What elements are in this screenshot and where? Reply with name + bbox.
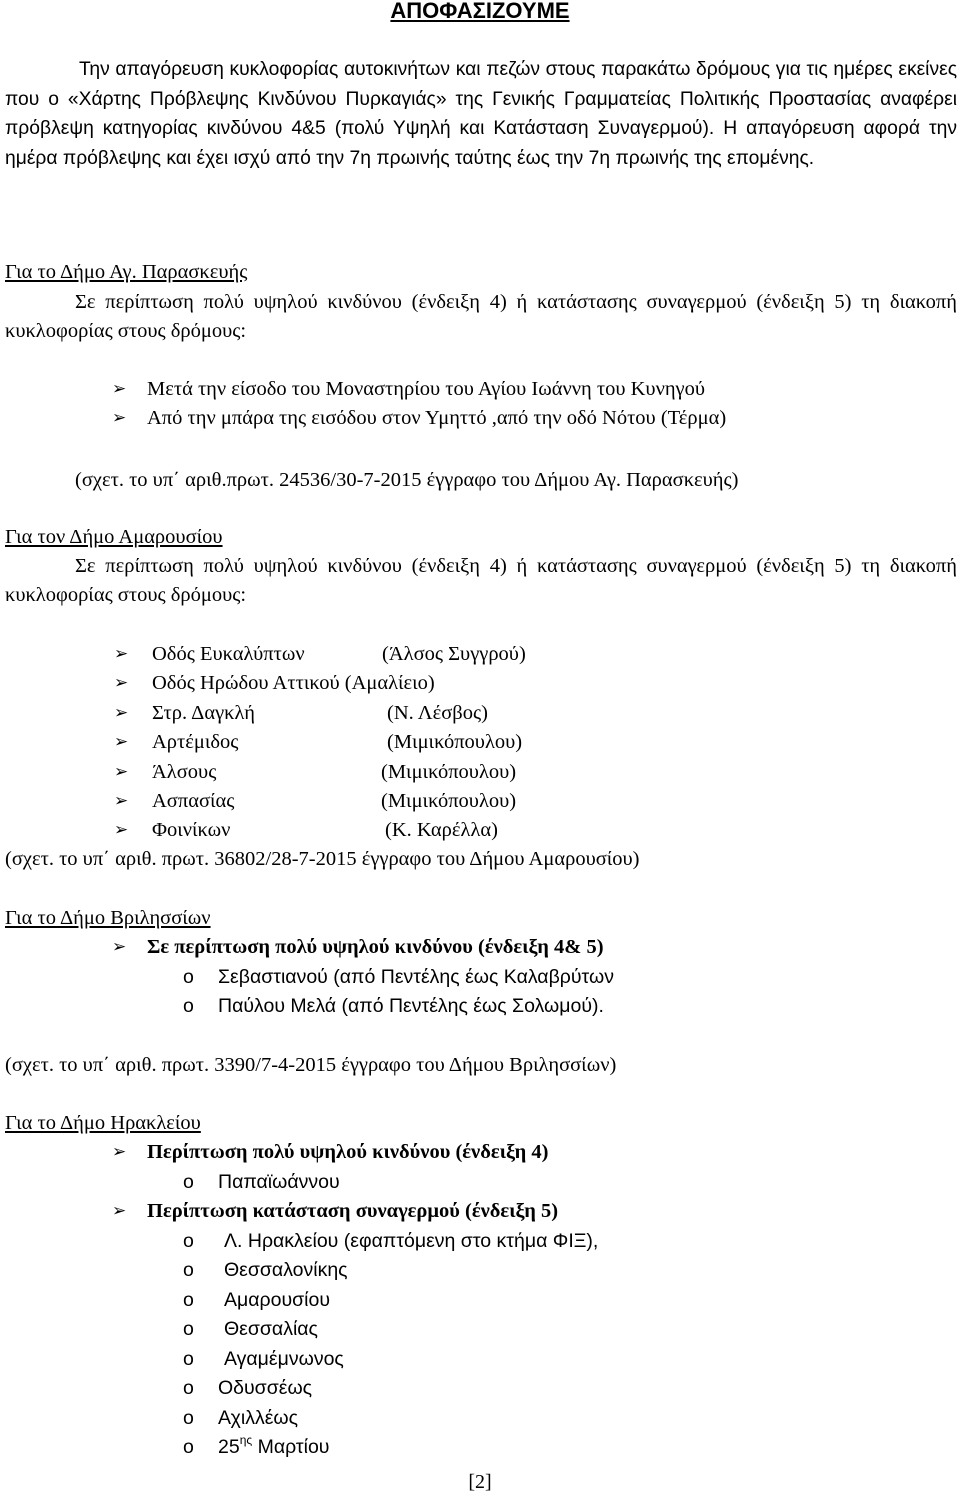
- list-item: [0, 1433, 960, 1462]
- list-item: [0, 699, 960, 728]
- section-title-vrilissia: Για το Δήμο Βριλησσίων: [5, 907, 211, 929]
- list-item-text: Αμαρουσίου: [224, 1289, 330, 1311]
- street-name: Άλσους: [152, 761, 217, 783]
- list-item: [0, 933, 960, 962]
- list-item: [0, 1197, 960, 1226]
- circle-bullet-icon: o: [183, 966, 194, 988]
- circle-bullet-icon: o: [183, 1407, 194, 1429]
- list-item-text: Θεσσαλονίκης: [224, 1259, 348, 1281]
- list-item-text: Οδυσσέως: [218, 1377, 313, 1399]
- list-item: [0, 1138, 960, 1167]
- arrow-bullet-icon: ➢: [114, 820, 129, 840]
- list-item-text: Παύλου Μελά (από Πεντέλης έως Σολωμού).: [218, 995, 604, 1017]
- section-title-irakleio: Για το Δήμο Ηρακλείου: [5, 1112, 201, 1134]
- list-item: [0, 728, 960, 757]
- month-name: Μαρτίου: [257, 1436, 330, 1458]
- list-item: [0, 1227, 960, 1256]
- page-heading: ΑΠΟΦΑΣΙΖΟΥΜΕ: [390, 0, 570, 23]
- section-title-amarousio: Για τον Δήμο Αμαρουσίου: [5, 526, 223, 548]
- arrow-bullet-icon: ➢: [114, 762, 129, 782]
- street-area: (Μιμικόπουλου): [387, 731, 523, 753]
- amarousio-text: Σε περίπτωση πολύ υψηλού κινδύνου (ένδειξη 4) ή κατάστασης συναγερμού (ένδειξη 5) τη διακοπή κυκλοφορίας στους δρόμους:: [5, 555, 957, 606]
- street-name: Αρτέμιδος: [152, 731, 239, 753]
- arrow-bullet-icon: ➢: [114, 673, 129, 693]
- street-name: Φοινίκων: [152, 819, 231, 841]
- list-item: [0, 787, 960, 816]
- arrow-bullet-icon: ➢: [114, 791, 129, 811]
- street-area: (Κ. Καρέλλα): [385, 819, 498, 841]
- list-item-text: [218, 1433, 329, 1464]
- arrow-bullet-icon: ➢: [112, 408, 127, 428]
- date-number: 25: [218, 1436, 240, 1458]
- street-area: (Ν. Λέσβος): [387, 702, 488, 724]
- street-name: Ασπασίας: [152, 790, 235, 812]
- arrow-bullet-icon: ➢: [114, 703, 129, 723]
- circle-bullet-icon: o: [183, 1259, 194, 1281]
- case-label: Περίπτωση κατάσταση συναγερμού (ένδειξη 5): [147, 1200, 559, 1222]
- list-item-text: Μετά την είσοδο του Μοναστηρίου του Αγίου Ιωάννη του Κυνηγού: [147, 378, 706, 400]
- list-item: [0, 1256, 960, 1285]
- list-item: [0, 816, 960, 845]
- circle-bullet-icon: o: [183, 1436, 194, 1458]
- list-item-text: Αγαμέμνωνος: [224, 1348, 344, 1370]
- page-number: [2]: [468, 1471, 492, 1493]
- circle-bullet-icon: o: [183, 1377, 194, 1399]
- agia-paraskevi-text: Σε περίπτωση πολύ υψηλού κινδύνου (ένδειξη 4) ή κατάστασης συναγερμού (ένδειξη 5) τη διακοπή κυκλοφορίας στους δρόμους:: [5, 291, 957, 342]
- list-item: [0, 992, 960, 1021]
- agia-paraskevi-reference: (σχετ. το υπ΄ αριθ.πρωτ. 24536/30-7-2015 έγγραφο του Δήμου Αγ. Παρασκευής): [75, 469, 739, 491]
- arrow-bullet-icon: ➢: [112, 379, 127, 399]
- list-item: [0, 1286, 960, 1315]
- street-name: Οδός Ευκαλύπτων: [152, 643, 305, 665]
- street-area: (Μιμικόπουλου): [381, 761, 517, 783]
- list-item-text: Αχιλλέως: [218, 1407, 299, 1429]
- list-item: [0, 640, 960, 669]
- arrow-bullet-icon: ➢: [114, 732, 129, 752]
- list-item: [0, 963, 960, 992]
- circle-bullet-icon: o: [183, 1171, 194, 1193]
- list-item-text: Θεσσαλίας: [224, 1318, 318, 1340]
- street-area: (Άλσος Συγγρού): [382, 643, 526, 665]
- list-item: [0, 1168, 960, 1197]
- arrow-bullet-icon: ➢: [112, 937, 127, 957]
- circle-bullet-icon: o: [183, 1318, 194, 1340]
- case-label: Σε περίπτωση πολύ υψηλού κινδύνου (ένδειξη 4& 5): [147, 936, 604, 958]
- circle-bullet-icon: o: [183, 1289, 194, 1311]
- list-item: [0, 1345, 960, 1374]
- amarousio-reference: (σχετ. το υπ΄ αριθ. πρωτ. 36802/28-7-2015 έγγραφο του Δήμου Αμαρουσίου): [5, 848, 640, 870]
- intro-paragraph: Την απαγόρευση κυκλοφορίας αυτοκινήτων και πεζών στους παρακάτω δρόμους για τις ημέρες εκείνες που ο «Χάρτης Πρόβλεψης Κινδύνου Πυρκαγιάς» της Γενικής Γραμματείας Πολιτικής Προστασίας αναφέρει πρόβλεψη κατηγορίας κινδύνου 4&5 (πολύ Υψηλή και Κατάσταση Συναγερμού). Η απαγόρευση αφορά την ημέρα πρόβλεψης και έχει ισχύ από την 7η πρωινής ταύτης έως την 7η πρωινής της επομένης.: [5, 59, 957, 169]
- circle-bullet-icon: o: [183, 1230, 194, 1252]
- list-item: [0, 669, 960, 698]
- circle-bullet-icon: o: [183, 995, 194, 1017]
- list-item: [0, 1404, 960, 1433]
- list-item-text: Παπαϊωάννου: [218, 1171, 340, 1193]
- arrow-bullet-icon: ➢: [112, 1142, 127, 1162]
- list-item: [0, 1315, 960, 1344]
- list-item-text: Από την μπάρα της εισόδου στον Υμηττό ,από την οδό Νότου (Τέρμα): [147, 407, 727, 429]
- list-item: [0, 758, 960, 787]
- list-item: [0, 1374, 960, 1403]
- section-title-agia-paraskevi: Για το Δήμο Αγ. Παρασκευής: [5, 261, 248, 283]
- arrow-bullet-icon: ➢: [112, 1201, 127, 1221]
- street-area: (Μιμικόπουλου): [381, 790, 517, 812]
- ordinal-suffix: ης: [239, 1433, 253, 1447]
- street-name: Οδός Ηρώδου Αττικού (Αμαλίειο): [152, 672, 435, 694]
- circle-bullet-icon: o: [183, 1348, 194, 1370]
- vrilissia-reference: (σχετ. το υπ΄ αριθ. πρωτ. 3390/7-4-2015 έγγραφο του Δήμου Βριλησσίων): [5, 1054, 617, 1076]
- list-item-text: Λ. Ηρακλείου (εφαπτόμενη στο κτήμα ΦΙΞ),: [224, 1230, 599, 1252]
- street-name: Στρ. Δαγκλή: [152, 702, 255, 724]
- case-label: Περίπτωση πολύ υψηλού κινδύνου (ένδειξη 4): [147, 1141, 549, 1163]
- arrow-bullet-icon: ➢: [114, 644, 129, 664]
- list-item-text: Σεβαστιανού (από Πεντέλης έως Καλαβρύτων: [218, 966, 614, 988]
